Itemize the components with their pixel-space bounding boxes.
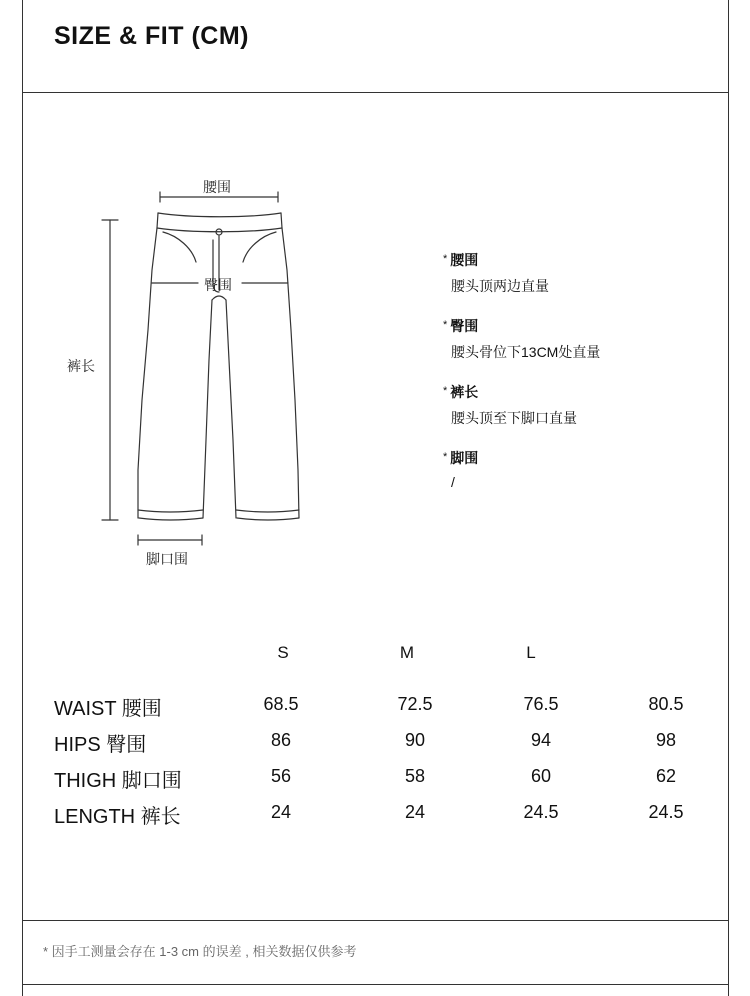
note-waist: * 腰围 腰头顶两边直量: [443, 252, 549, 294]
bottom-divider: [22, 984, 729, 985]
table-cell: 98: [655, 730, 677, 750]
note-hem-title: 脚围: [450, 450, 479, 466]
length-diagram-label: 裤长: [67, 358, 95, 374]
table-cell: 24: [270, 802, 292, 822]
note-hem: * 脚围 /: [443, 450, 479, 490]
note-length-title: 裤长: [450, 384, 479, 400]
note-waist-desc: 腰头顶两边直量: [451, 278, 549, 294]
size-header-l: L: [526, 643, 536, 662]
table-cell: 60: [530, 766, 552, 786]
page-title: SIZE & FIT (CM): [54, 22, 249, 50]
footer-divider: [22, 920, 729, 921]
note-hem-desc: /: [451, 474, 455, 490]
table-cell: 56: [270, 766, 292, 786]
hip-diagram-label: 臀围: [204, 277, 232, 293]
note-hip-title: 臀围: [450, 318, 479, 334]
table-cell: 90: [404, 730, 426, 750]
table-cell: 62: [655, 766, 677, 786]
table-cell: 94: [530, 730, 552, 750]
table-cell: 86: [270, 730, 292, 750]
note-hip-desc: 腰头骨位下13CM处直量: [451, 344, 601, 360]
row-label-thigh: THIGH 脚口围: [54, 770, 182, 792]
table-cell: 24.5: [648, 802, 684, 822]
row-label-hips: HIPS 臀围: [54, 734, 147, 756]
note-hip: * 臀围 腰头骨位下13CM处直量: [443, 318, 601, 360]
size-header-s: S: [277, 643, 289, 662]
note-length-desc: 腰头顶至下脚口直量: [451, 410, 577, 426]
row-label-waist: WAIST 腰围: [54, 698, 162, 720]
note-length: * 裤长 腰头顶至下脚口直量: [443, 384, 577, 426]
hem-diagram-label: 脚口围: [146, 551, 188, 567]
table-cell: 80.5: [648, 694, 684, 714]
table-cell: 72.5: [397, 694, 433, 714]
table-cell: 24: [404, 802, 426, 822]
table-cell: 24.5: [523, 802, 559, 822]
measurement-disclaimer: * 因手工测量会存在 1-3 cm 的误差 , 相关数据仅供参考: [43, 944, 357, 959]
table-cell: 58: [404, 766, 426, 786]
row-label-length: LENGTH 裤长: [54, 806, 181, 828]
size-header-m: M: [399, 643, 415, 662]
table-cell: 76.5: [523, 694, 559, 714]
note-waist-title: 腰围: [450, 252, 479, 268]
waist-diagram-label: 腰围: [203, 179, 231, 195]
table-cell: 68.5: [263, 694, 299, 714]
